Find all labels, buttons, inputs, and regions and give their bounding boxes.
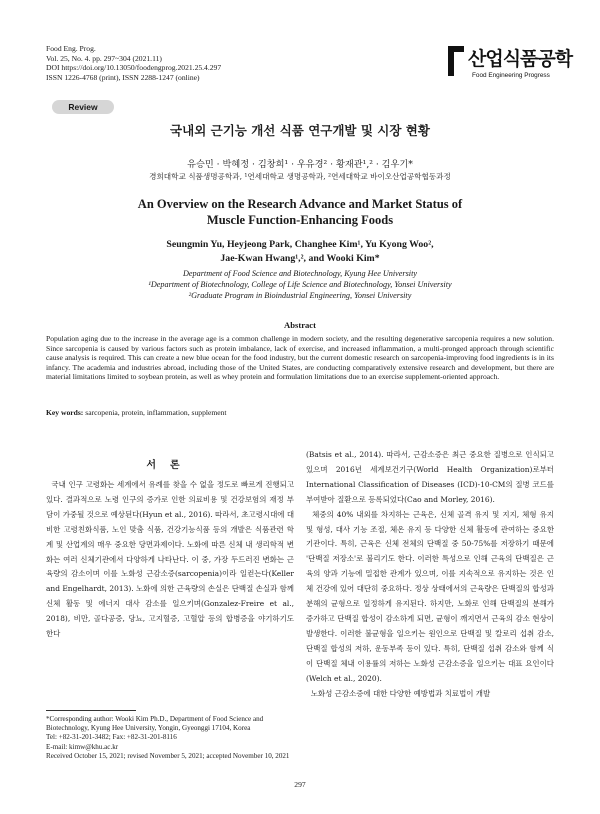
journal-doi[interactable]: DOI https://doi.org/10.13050/foodengprog.2021.25.4.297 bbox=[46, 63, 222, 73]
journal-abbrev: Food Eng. Prog. bbox=[46, 44, 96, 53]
korean-title: 국내외 근기능 개선 식품 연구개발 및 시장 현황 bbox=[170, 123, 430, 138]
english-authors-line2: Jae-Kwan Hwang¹,², and Wooki Kim* bbox=[220, 252, 380, 264]
english-title bbox=[0, 196, 600, 228]
logo-text: 산업식품공학 bbox=[468, 48, 573, 70]
keywords bbox=[46, 408, 227, 417]
footnote-corresponding: *Corresponding author: Wooki Kim Ph.D., Department of Food Science and Biotechnology, Kyung Hee University, Yongin, Gyeonggi 17104, Korea bbox=[46, 715, 264, 733]
english-affiliations bbox=[0, 268, 600, 301]
column2-paragraph-3 bbox=[306, 687, 554, 702]
abstract-text: Population aging due to the increase in the average age is a common challenge in modern society, and the resulting degenerative sarcopenia requires a new solution. Since sarcopenia is caused by various factors such as protein imbalance, lack of exercise, and increased inflammation, a multi-pronged approach through scientific cause analysis is required. This can create a new blue ocean for the food industry, but the current domestic research on sarcopenia-improving food ingredients is in its infancy. The academia and industries abroad, including those of the United States, are conducting comparatively extensive research and development, but there are material limitations limited to soybean protein, as well as whey protein and formulation limitations due to an exercise supplement-oriented approach. bbox=[46, 334, 554, 382]
body-column-2 bbox=[306, 448, 554, 701]
footnote-tel: Tel: +82-31-201-3482; Fax: +82-31-201-8116 bbox=[46, 733, 177, 742]
korean-authors: 유승민 · 박혜정 · 김창희¹ · 우유경² · 황재관¹,² · 김우기* bbox=[187, 159, 413, 170]
journal-issn: ISSN 1226-4768 (print), ISSN 2288-1247 (online) bbox=[46, 72, 200, 82]
affiliation-2: ¹Department of Biotechnology, College of Life Science and Biotechnology, Yonsei University bbox=[148, 280, 452, 289]
logo-subtitle: Food Engineering Progress bbox=[472, 72, 550, 79]
affiliation-1: Department of Food Science and Biotechnology, Kyung Hee University bbox=[183, 269, 417, 278]
footnote-received: Received October 15, 2021; revised November 5, 2021; accepted November 10, 2021 bbox=[46, 751, 290, 760]
english-title-line2: Muscle Function-Enhancing Foods bbox=[206, 213, 394, 227]
keywords-label: Key words: bbox=[46, 408, 84, 417]
footnote bbox=[46, 715, 294, 761]
column2-paragraph-2-text: 체중의 40% 내외를 차지하는 근육은, 신체 골격 유지 및 지지, 체형 유지 및 형성, 대사 기능 조절, 체온 유지 등 다양한 신체 활동에 관여하는 중요한 기관이다. 특히, 근육은 신체 전체의 단백질 중 50-75%를 저장하기 때문에 '단백질 저장소'로 불리기도 한다. 이러한 특성으로 인해 근육의 단백질은 근육의 양과 기능에 밀접한 관계가 있으며, 이를 지속적으로 유지하는 것은 인체 건강에 있어 대단히 중요하다. 정상 상태에서의 근육량은 단백질의 합성과 분해의 균형으로 일정하게 유지된다. 하지만, 노화로 인해 단백질의 분해가 증가하고 단백질 합성이 감소하게 되면, 균형이 깨지면서 근육의 감소 현상이 발생한다. 이러한 불균형을 일으키는 원인으로 단백질 및 칼로리 섭취 감소, 단백질 합성의 저하, 운동부족 등이 있다. 특히, 단백질 섭취 감소와 함께 식이 단백질 체내 이용률의 저하는 노화성 근감소증을 일으키는 대표 요인이다(Welch et al., 2020). bbox=[306, 509, 554, 683]
journal-volume: Vol. 25, No. 4. pp. 297~304 (2021.11) bbox=[46, 53, 162, 63]
footnote-email[interactable]: E-mail: kimw@khu.ac.kr bbox=[46, 742, 119, 751]
english-authors-line1: Seungmin Yu, Heyjeong Park, Changhee Kim¹, Yu Kyong Woo², bbox=[166, 239, 434, 250]
korean-affiliations: 경희대학교 식품생명공학과, ¹연세대학교 생명공학과, ²연세대학교 바이오산업공학협동과정 bbox=[149, 172, 451, 181]
keywords-list: sarcopenia, protein, inflammation, supplement bbox=[85, 408, 227, 417]
abstract-heading: Abstract bbox=[284, 320, 316, 330]
article-type-badge: Review bbox=[52, 100, 114, 114]
affiliation-3: ²Graduate Program in Bioindustrial Engineering, Yonsei University bbox=[188, 291, 412, 300]
english-title-line1: An Overview on the Research Advance and Market Status of bbox=[137, 197, 463, 211]
logo-mark-icon bbox=[448, 46, 464, 76]
column2-paragraph-1: (Batsis et al., 2014). 따라서, 근감소증은 최근 중요한 질병으로 인식되고 있으며 2016년 세계보건기구(World Health Organization)로부터 International Classification of Diseases (ICD)-10-CM의 질병 코드를 부여받아 질환으로 등록되었다(Cao and Morley, 2016). bbox=[306, 450, 554, 504]
column2-paragraph-3-text: 노화성 근감소증에 대한 다양한 예방법과 치료법이 개발 bbox=[310, 688, 491, 698]
body-column-1 bbox=[46, 478, 294, 642]
footnote-divider bbox=[46, 710, 136, 711]
column1-text: 국내 인구 고령화는 세계에서 유례를 찾을 수 없을 정도로 빠르게 진행되고 있다. 결과적으로 노령 인구의 증가로 인한 의료비용 및 건강보험의 재정 부담이 가중될 것으로 예상된다(Hyun et al., 2016). 따라서, 초고령시대에 대비한 고령친화식품, 노인 맞춤 식품, 건강기능식품 등의 개발은 식품관련 학계 및 산업계의 매우 중요한 당면과제이다. 노화에 따른 신체 내 생리학적 변화는 여러 신체기관에서 다양하게 나타난다. 이 중, 가장 두드러진 변화는 근육량의 감소이며 이를 노화성 근감소증(sarcopenia)이라 일컫는다(Keller and Engelhardt, 2013). 노화에 의한 근육량의 손실은 단백질 손실과 함께 신체 활동 및 에너지 대사 감소를 일으키며(Gonzalez-Freire et al., 2018), 비만, 골다공증, 당뇨, 고지혈증, 고혈압 등의 합병증을 야기하기도 한다 bbox=[46, 480, 294, 639]
section-title: 서론 bbox=[146, 460, 194, 471]
journal-header bbox=[46, 44, 221, 82]
page-number: 297 bbox=[294, 780, 306, 789]
journal-logo bbox=[448, 44, 573, 86]
english-authors bbox=[0, 238, 600, 265]
column2-paragraph-2 bbox=[306, 508, 554, 687]
